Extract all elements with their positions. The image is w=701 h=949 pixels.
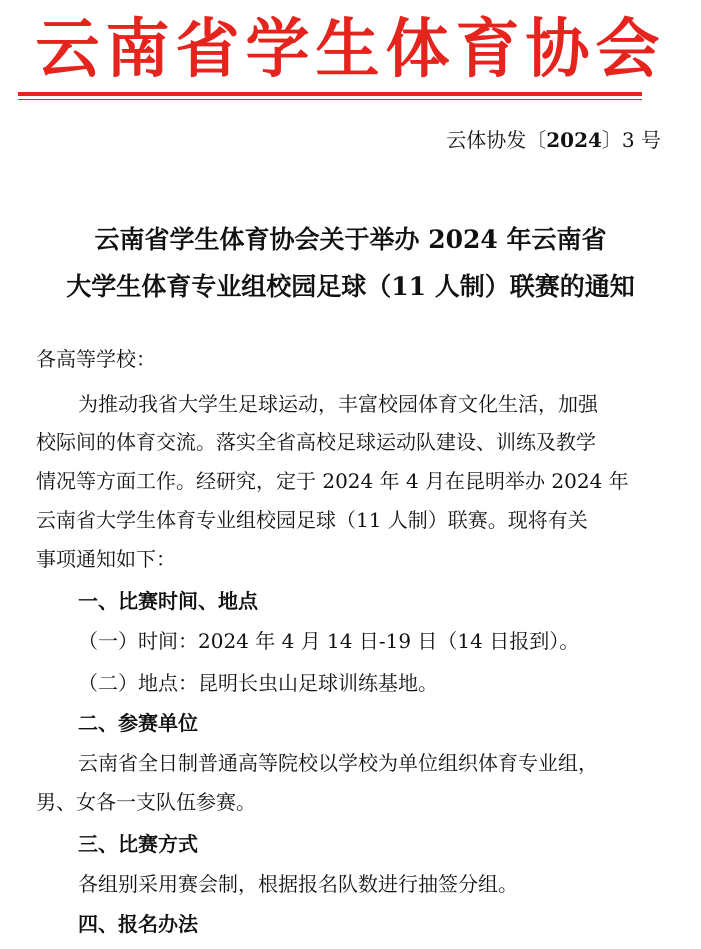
section-2-line-2: 男、女各一支队伍参赛。 [36,790,256,814]
section-1-time: （一）时间：2024 年 4 月 14 日-19 日（14 日报到）。 [78,629,580,653]
section-2-heading: 二、参赛单位 [78,711,198,735]
masthead-rule-thin [18,99,642,100]
intro-line-3: 情况等方面工作。经研究，定于 2024 年 4 月在昆明举办 2024 年 [36,469,629,493]
intro-line-4: 云南省大学生体育专业组校园足球（11 人制）联赛。现将有关 [36,508,588,532]
masthead-rule-thick [18,92,642,96]
intro-line-2: 校际间的体育交流。落实全省高校足球运动队建设、训练及教学 [36,430,596,454]
salutation: 各高等学校： [36,347,156,371]
section-2-line-1: 云南省全日制普通高等院校以学校为单位组织体育专业组， [78,751,598,775]
document-number-suffix: 〕3 号 [601,128,661,152]
intro-line-5: 事项通知如下： [36,547,176,571]
document-number-year: 2024 [546,128,602,152]
section-1-heading: 一、比赛时间、地点 [78,589,258,613]
section-1-place: （二）地点：昆明长虫山足球训练基地。 [78,671,438,695]
section-3-heading: 三、比赛方式 [78,832,198,856]
notice-title-line-1: 云南省学生体育协会关于举办 2024 年云南省 [94,225,607,254]
document-number-prefix: 云体协发〔 [446,128,547,152]
section-3-line-1: 各组别采用赛会制，根据报名队数进行抽签分组。 [78,872,518,896]
document-number [446,126,661,154]
section-4-heading: 四、报名办法 [78,912,198,936]
masthead-title: 云南省学生体育协会 [35,13,666,87]
notice-title-line-2: 大学生体育专业组校园足球（11 人制）联赛的通知 [66,272,635,301]
intro-line-1: 为推动我省大学生足球运动，丰富校园体育文化生活，加强 [78,392,598,416]
notice-title [0,216,701,310]
